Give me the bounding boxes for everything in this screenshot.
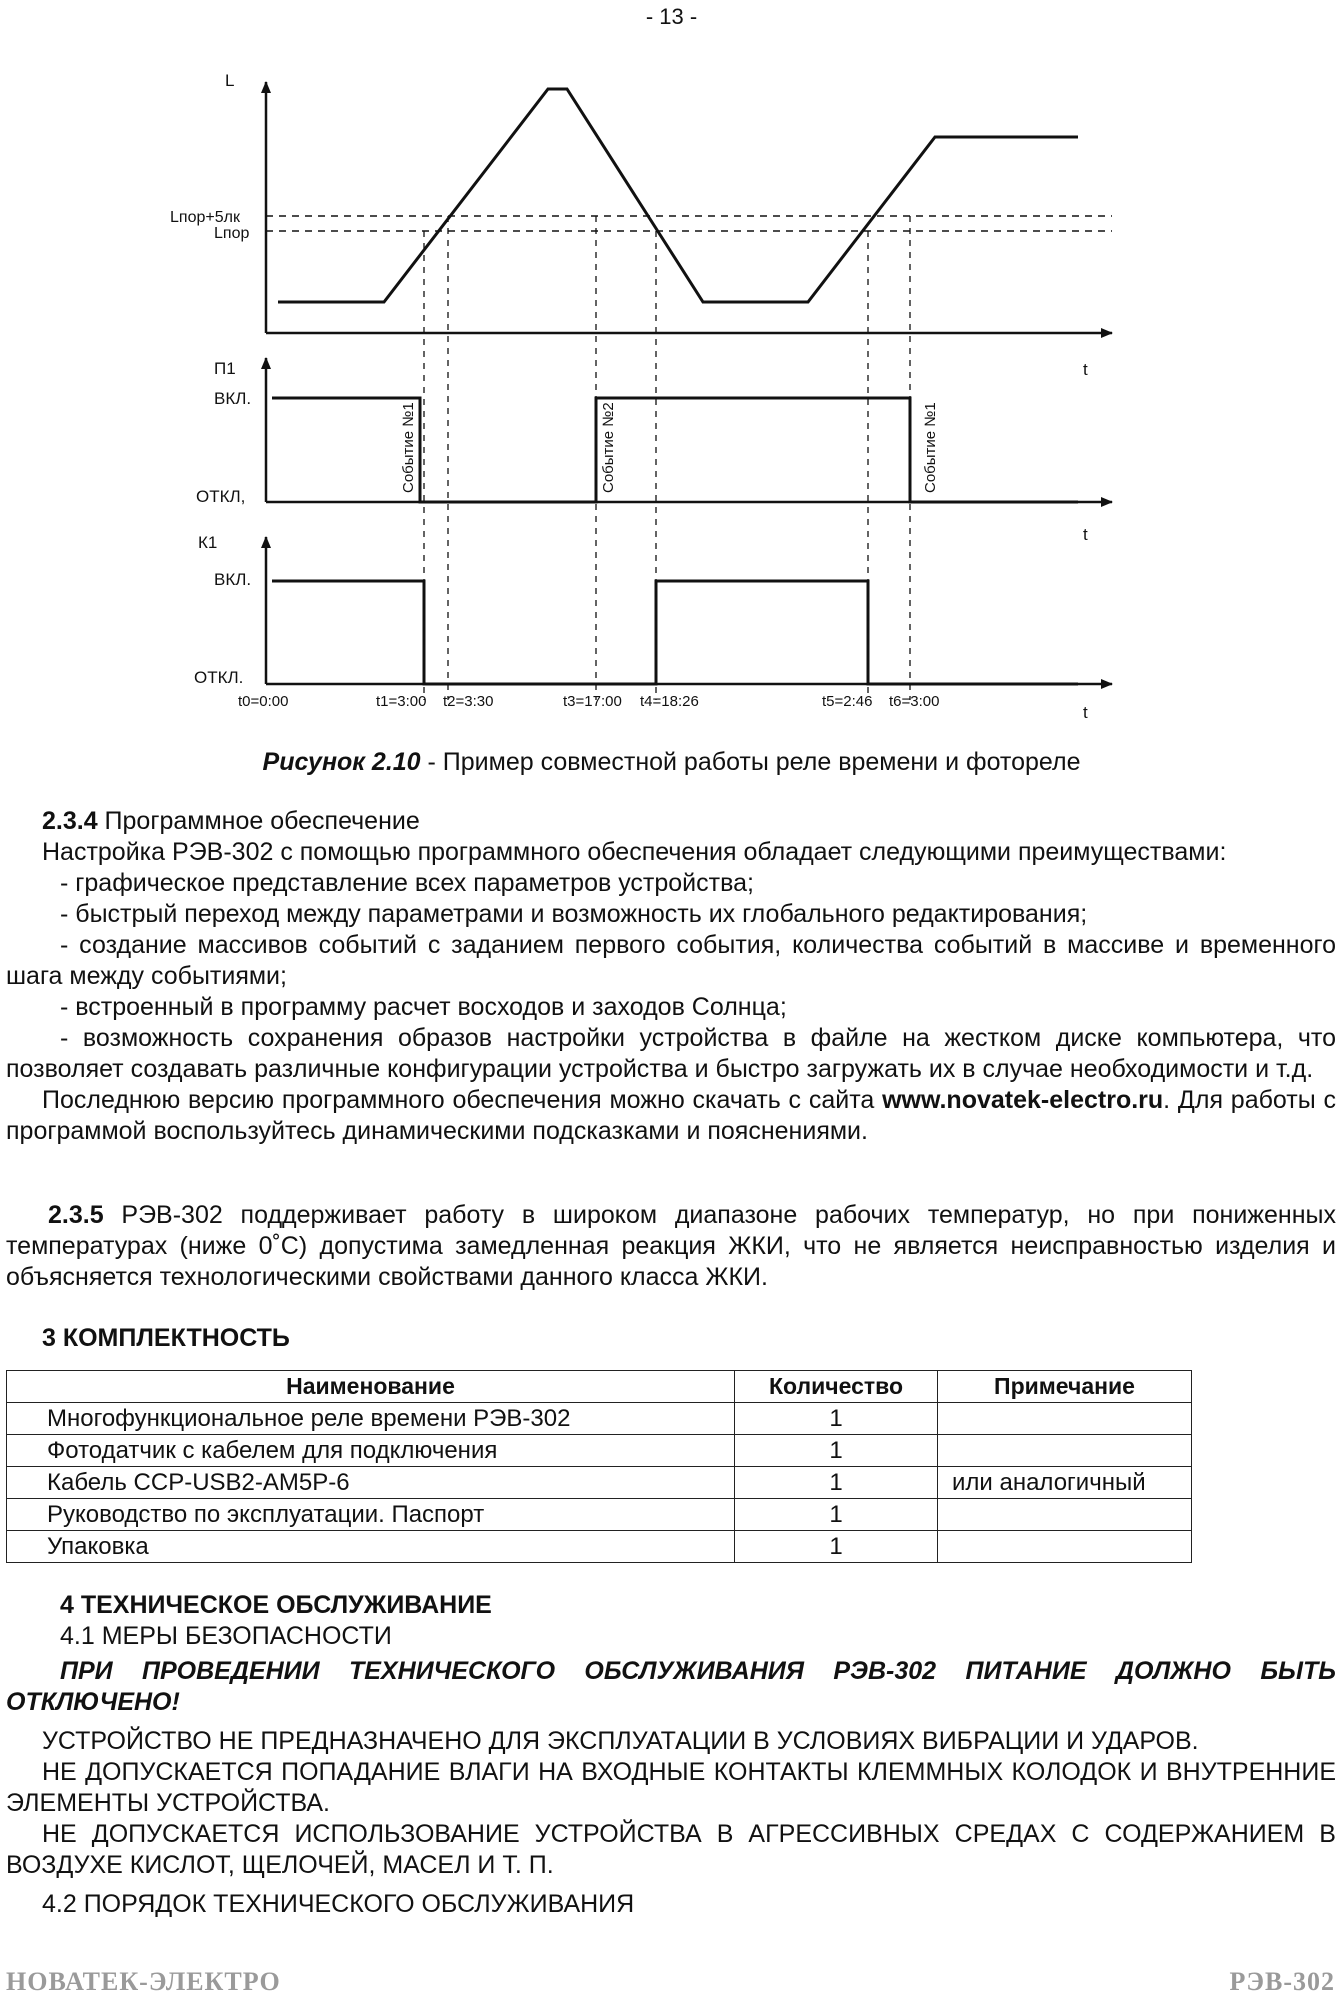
label-p1-off: ОТКЛ,	[196, 487, 246, 506]
footer-company: НОВАТЕК-ЭЛЕКТРО	[6, 1967, 281, 1996]
label-l-threshold-plus: Lпор+5лк	[170, 209, 240, 226]
cell-name: Руководство по эксплуатации. Паспорт	[7, 1499, 735, 1531]
cell-name: Упаковка	[7, 1531, 735, 1563]
cell-name: Кабель CCP-USB2-AM5P-6	[7, 1467, 735, 1499]
cell-note	[938, 1435, 1192, 1467]
timing-diagram	[0, 0, 1343, 740]
cell-quantity: 1	[735, 1403, 938, 1435]
time-t3: t3=17:00	[563, 693, 622, 710]
time-t6: t6=3:00	[889, 693, 940, 710]
time-t5: t5=2:46	[822, 693, 873, 710]
safety-warning: ПРИ ПРОВЕДЕНИИ ТЕХНИЧЕСКОГО ОБСЛУЖИВАНИЯ РЭВ-302 ПИТАНИЕ ДОЛЖНО БЫТЬ ОТКЛЮЧЕНО!	[6, 1657, 1336, 1716]
cell-quantity: 1	[735, 1435, 938, 1467]
label-t-p1: t	[1083, 525, 1088, 544]
list-item: - создание массивов событий с заданием первого события, количества событий в массиве и временного шага между событиями;	[6, 931, 1336, 990]
cell-name: Фотодатчик с кабелем для подключения	[7, 1435, 735, 1467]
footer-model: РЭВ-302	[1229, 1967, 1335, 1996]
time-markers	[424, 216, 910, 700]
list-item: - графическое представление всех параметров устройства;	[60, 869, 754, 897]
list-item: - встроенный в программу расчет восходов и заходов Солнца;	[60, 993, 787, 1021]
cell-quantity: 1	[735, 1467, 938, 1499]
event-label-2: Событие №2	[600, 402, 617, 493]
event-label-3: Событие №1	[922, 402, 939, 493]
header-name: Наименование	[7, 1371, 735, 1403]
section-text: РЭВ-302 поддерживает работу в широком диапазоне рабочих температур, но при пониженных температурах (ниже 0˚С) допустима замедленная реакция ЖКИ, что не является неисправностью изделия и объясняется технологическими свойствами данного класса ЖКИ.	[6, 1201, 1336, 1291]
section-title: Программное обеспечение	[97, 807, 420, 835]
section-4-1-title: 4.1 МЕРЫ БЕЗОПАСНОСТИ	[60, 1622, 392, 1650]
section-4-2-title: 4.2 ПОРЯДОК ТЕХНИЧЕСКОГО ОБСЛУЖИВАНИЯ	[42, 1890, 635, 1918]
section-2-3-4-heading	[6, 806, 1336, 837]
table-row	[7, 1467, 1192, 1499]
table-row	[7, 1435, 1192, 1467]
table-header-row	[7, 1371, 1192, 1403]
cell-quantity: 1	[735, 1531, 938, 1563]
cell-name: Многофункциональное реле времени РЭВ-302	[7, 1403, 735, 1435]
site-link[interactable]: www.novatek-electro.ru	[882, 1086, 1164, 1114]
time-t1: t1=3:00	[376, 693, 427, 710]
label-l-threshold: Lпор	[214, 225, 250, 242]
download-pre: Последнюю версию программного обеспечения можно скачать с сайта	[42, 1086, 883, 1114]
section-2-3-5-paragraph	[6, 1200, 1336, 1293]
label-t-l: t	[1083, 360, 1088, 379]
event-label-1: Событие №1	[400, 402, 417, 493]
kit-table	[6, 1370, 1192, 1563]
page-number: - 13 -	[645, 4, 698, 29]
download-post: . Для работы с программой воспользуйтесь динамическими подсказками и пояснениями.	[6, 1086, 1336, 1145]
label-l: L	[225, 71, 235, 90]
caption-label: Рисунок 2.10	[262, 748, 421, 776]
download-paragraph	[6, 1085, 1336, 1147]
section-number: 2.3.5	[48, 1201, 104, 1229]
table-row	[7, 1403, 1192, 1435]
section-4-title: 4 ТЕХНИЧЕСКОЕ ОБСЛУЖИВАНИЕ	[60, 1591, 492, 1619]
intro-paragraph: Настройка РЭВ-302 с помощью программного обеспечения обладает следующими преимуществами:	[42, 838, 1227, 866]
cell-note	[938, 1403, 1192, 1435]
section-2-3-4	[6, 806, 1336, 1147]
label-t-k1: t	[1083, 703, 1088, 722]
cell-note	[938, 1531, 1192, 1563]
label-k1: К1	[198, 533, 218, 552]
header-quantity: Количество	[735, 1371, 938, 1403]
label-p1-on: ВКЛ.	[214, 389, 252, 408]
table-row	[7, 1531, 1192, 1563]
cell-note: или аналогичный	[938, 1467, 1192, 1499]
header-note: Примечание	[938, 1371, 1192, 1403]
safety-paragraph: НЕ ДОПУСКАЕТСЯ ПОПАДАНИЕ ВЛАГИ НА ВХОДНЫЕ КОНТАКТЫ КЛЕММНЫХ КОЛОДОК И ВНУТРЕННИЕ ЭЛЕМЕНТЫ УСТРОЙСТВА.	[6, 1758, 1336, 1817]
section-4	[6, 1590, 1336, 1920]
time-t0: t0=0:00	[238, 693, 289, 710]
time-t2: t2=3:30	[443, 693, 494, 710]
label-k1-on: ВКЛ.	[214, 570, 252, 589]
cell-quantity: 1	[735, 1499, 938, 1531]
illuminance-curve	[278, 89, 1078, 302]
section-3-title: 3 КОМПЛЕКТНОСТЬ	[42, 1324, 290, 1352]
label-p1: П1	[214, 359, 236, 378]
time-t4: t4=18:26	[640, 693, 699, 710]
section-number: 2.3.4	[42, 807, 98, 835]
figure-caption	[0, 748, 1343, 777]
caption-text: - Пример совместной работы реле времени и фотореле	[420, 748, 1081, 776]
list-item: - быстрый переход между параметрами и возможность их глобального редактирования;	[60, 900, 1088, 928]
safety-paragraph: НЕ ДОПУСКАЕТСЯ ИСПОЛЬЗОВАНИЕ УСТРОЙСТВА В АГРЕССИВНЫХ СРЕДАХ С СОДЕРЖАНИЕМ В ВОЗДУХЕ КИСЛОТ, ЩЕЛОЧЕЙ, МАСЕЛ И Т. П.	[6, 1820, 1336, 1879]
section-2-3-5	[6, 1200, 1336, 1293]
label-k1-off: ОТКЛ.	[194, 668, 244, 687]
list-item: - возможность сохранения образов настройки устройства в файле на жестком диске компьютера, что позволяет создавать различные конфигурации устройства и быстро загружать их в случае необходимости и т.д.	[6, 1024, 1336, 1083]
k1-signal	[272, 581, 1078, 684]
p1-signal	[272, 398, 1078, 502]
table-row	[7, 1499, 1192, 1531]
safety-paragraph: УСТРОЙСТВО НЕ ПРЕДНАЗНАЧЕНО ДЛЯ ЭКСПЛУАТАЦИИ В УСЛОВИЯХ ВИБРАЦИИ И УДАРОВ.	[42, 1727, 1199, 1755]
cell-note	[938, 1499, 1192, 1531]
